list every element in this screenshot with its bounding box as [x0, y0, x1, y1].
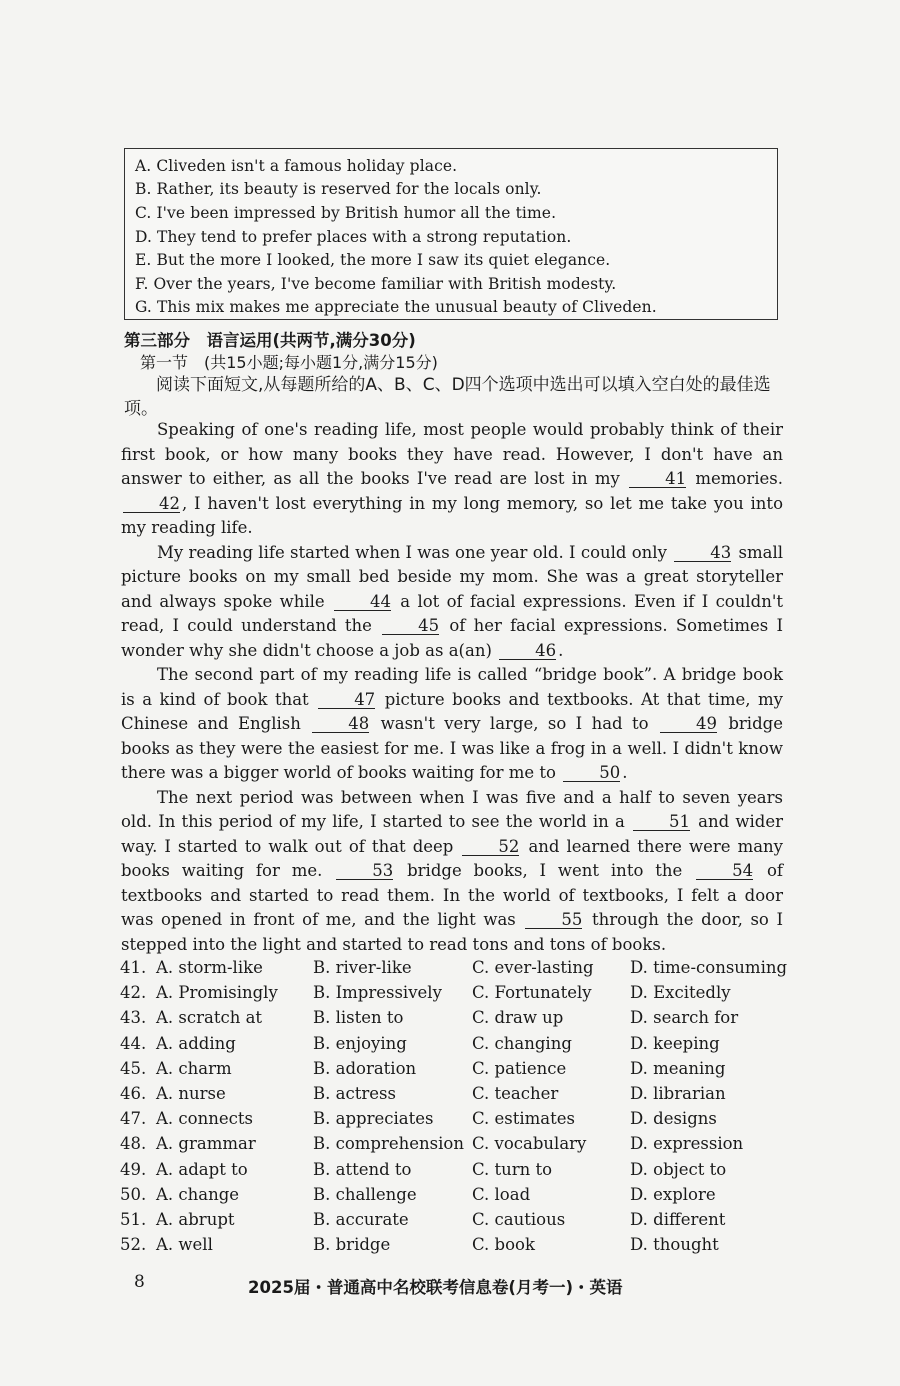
blank-51: 51	[633, 813, 690, 831]
choice-a: A. adding	[156, 1033, 236, 1053]
choice-b: B. adoration	[313, 1058, 417, 1078]
passage-paragraph-4	[121, 786, 783, 958]
option-f: F. Over the years, I've become familiar with British modesty.	[135, 275, 617, 293]
question-number: 52.	[120, 1235, 147, 1255]
choice-d: D. search for	[630, 1008, 739, 1028]
question-number: 42.	[120, 983, 147, 1003]
choice-a: A. Promisingly	[156, 983, 278, 1003]
blank-54: 54	[696, 862, 753, 880]
choice-b: B. actress	[313, 1083, 396, 1103]
choice-c: C. book	[472, 1235, 535, 1255]
blank-50: 50	[563, 764, 620, 782]
choice-d: D. explore	[630, 1184, 716, 1204]
choice-b: B. Impressively	[313, 983, 442, 1003]
choice-c: C. ever-lasting	[472, 958, 594, 977]
passage-text: The next period was between when I was five and a half to seven years old. In this period of my life, I started to see the world in a	[121, 787, 783, 831]
blank-48: 48	[312, 715, 369, 733]
choice-b: B. accurate	[313, 1209, 409, 1229]
choice-d: D. Excitedly	[630, 983, 731, 1003]
choice-c: C. vocabulary	[472, 1134, 587, 1154]
passage-text: .	[558, 640, 564, 660]
blank-46: 46	[499, 642, 556, 660]
option-b: B. Rather, its beauty is reserved for the locals only.	[135, 180, 542, 198]
question-number: 41.	[120, 958, 147, 977]
blank-43: 43	[674, 544, 731, 562]
question-row-49	[120, 1160, 800, 1185]
choice-b: B. attend to	[313, 1159, 412, 1179]
choice-c: C. patience	[472, 1058, 567, 1078]
choice-b: B. bridge	[313, 1235, 391, 1255]
choice-c: C. estimates	[472, 1109, 576, 1129]
sentence-options-box	[124, 148, 778, 320]
question-number: 46.	[120, 1083, 147, 1103]
passage-text: wasn't very large, so I had to	[380, 714, 649, 733]
question-row-41	[120, 958, 800, 983]
choice-d: D. time-consuming	[630, 958, 788, 977]
choice-b: B. listen to	[313, 1008, 404, 1028]
choice-b: B. comprehension	[313, 1134, 464, 1154]
option-d: D. They tend to prefer places with a strong reputation.	[135, 228, 572, 246]
question-number: 45.	[120, 1058, 147, 1078]
passage-text: through the door, so I stepped into the light and started to read tons and tons of books.	[121, 910, 783, 954]
question-number: 44.	[120, 1033, 147, 1053]
question-number: 47.	[120, 1109, 147, 1129]
choice-c: C. draw up	[472, 1008, 564, 1028]
passage-text: bridge books, I went into the	[407, 861, 683, 880]
choice-b: B. river-like	[313, 958, 412, 977]
choice-d: D. librarian	[630, 1083, 726, 1103]
question-row-45	[120, 1059, 800, 1084]
passage-text: .	[622, 763, 628, 782]
passage-text: a lot of facial expressions. Even if I couldn't read, I could understand the	[121, 591, 784, 635]
question-list	[120, 958, 800, 1260]
reading-passage	[121, 418, 783, 957]
blank-41: 41	[629, 470, 686, 488]
choice-c: C. cautious	[472, 1209, 566, 1229]
page-number: 8	[134, 1272, 145, 1292]
passage-text: My reading life started when I was one year old. I could only	[157, 542, 667, 562]
question-row-51	[120, 1210, 800, 1235]
question-number: 49.	[120, 1159, 147, 1179]
passage-text: , I haven't lost everything in my long memory, so let me take you into my reading life.	[121, 493, 783, 537]
blank-52: 52	[462, 838, 519, 856]
passage-text: bridge books as they were the easiest for me. I was like a frog in a well. I didn't know there was a bigger world of books waiting for me to	[121, 714, 783, 782]
choice-b: B. enjoying	[313, 1033, 407, 1053]
choice-d: D. object to	[630, 1159, 727, 1179]
choice-a: A. nurse	[156, 1083, 226, 1103]
passage-text: picture books and textbooks. At that time, my Chinese and English	[121, 689, 784, 733]
footer-title: 2025届・普通高中名校联考信息卷(月考一)・英语	[248, 1278, 623, 1297]
choice-d: D. meaning	[630, 1058, 726, 1078]
passage-text: The second part of my reading life is called “bridge book”. A bridge book is a kind of book that	[121, 665, 783, 709]
choice-b: B. challenge	[313, 1184, 417, 1204]
passage-text: and learned there were many books waiting for me.	[121, 836, 783, 880]
option-e: E. But the more I looked, the more I saw its quiet elegance.	[135, 251, 611, 269]
blank-45: 45	[382, 617, 439, 635]
section-subtitle: 第一节 (共15小题;每小题1分,满分15分)	[140, 353, 438, 372]
choice-c: C. turn to	[472, 1159, 553, 1179]
choice-d: D. keeping	[630, 1033, 720, 1053]
choice-a: A. change	[156, 1184, 240, 1204]
question-row-47	[120, 1109, 800, 1134]
question-row-46	[120, 1084, 800, 1109]
question-row-43	[120, 1008, 800, 1033]
choice-c: C. changing	[472, 1033, 572, 1053]
question-row-50	[120, 1185, 800, 1210]
section-instruction: 阅读下面短文,从每题所给的A、B、C、D四个选项中选出可以填入空白处的最佳选项。	[124, 375, 771, 419]
passage-text: Speaking of one's reading life, most people would probably think of their first book, or how many books they have read. However, I don't have an answer to either, as all the books I've read are lost in my	[121, 420, 783, 488]
choice-d: D. different	[630, 1209, 726, 1229]
option-g: G. This mix makes me appreciate the unusual beauty of Cliveden.	[135, 298, 657, 316]
question-row-52	[120, 1235, 800, 1260]
choice-d: D. designs	[630, 1109, 717, 1129]
question-number: 50.	[120, 1184, 147, 1204]
choice-a: A. adapt to	[156, 1159, 248, 1179]
blank-49: 49	[660, 715, 717, 733]
passage-text: of her facial expressions. Sometimes I wonder why she didn't choose a job as a(an)	[121, 616, 784, 660]
choice-a: A. storm-like	[156, 958, 263, 977]
passage-paragraph-2	[121, 541, 783, 664]
choice-a: A. abrupt	[156, 1209, 235, 1229]
question-row-42	[120, 983, 800, 1008]
choice-d: D. expression	[630, 1134, 744, 1154]
passage-text: of textbooks and started to read them. In the world of textbooks, I felt a door was opened in front of me, and the light was	[121, 861, 784, 929]
choice-c: C. teacher	[472, 1083, 559, 1103]
question-row-48	[120, 1134, 800, 1159]
blank-55: 55	[525, 911, 582, 929]
choice-a: A. scratch at	[156, 1008, 263, 1028]
choice-b: B. appreciates	[313, 1109, 434, 1129]
passage-paragraph-3	[121, 663, 783, 786]
question-number: 48.	[120, 1134, 147, 1154]
question-number: 43.	[120, 1008, 147, 1028]
question-row-44	[120, 1034, 800, 1059]
option-a: A. Cliveden isn't a famous holiday place.	[135, 157, 458, 175]
blank-47: 47	[318, 691, 375, 709]
choice-a: A. grammar	[156, 1134, 256, 1154]
passage-text: and wider way. I started to walk out of that deep	[121, 812, 783, 856]
choice-d: D. thought	[630, 1235, 719, 1255]
choice-a: A. well	[156, 1235, 213, 1255]
choice-c: C. Fortunately	[472, 983, 592, 1003]
section-title: 第三部分 语言运用(共两节,满分30分)	[124, 331, 416, 350]
question-number: 51.	[120, 1209, 147, 1229]
choice-a: A. charm	[156, 1058, 232, 1078]
blank-44: 44	[334, 593, 391, 611]
blank-42: 42	[123, 495, 180, 513]
passage-paragraph-1	[121, 418, 783, 541]
option-c: C. I've been impressed by British humor all the time.	[135, 204, 557, 222]
blank-53: 53	[336, 862, 393, 880]
passage-text: small picture books on my small bed beside my mom. She was a great storyteller and always spoke while	[121, 542, 784, 611]
passage-text: memories.	[695, 469, 783, 488]
choice-a: A. connects	[156, 1109, 253, 1129]
choice-c: C. load	[472, 1184, 531, 1204]
